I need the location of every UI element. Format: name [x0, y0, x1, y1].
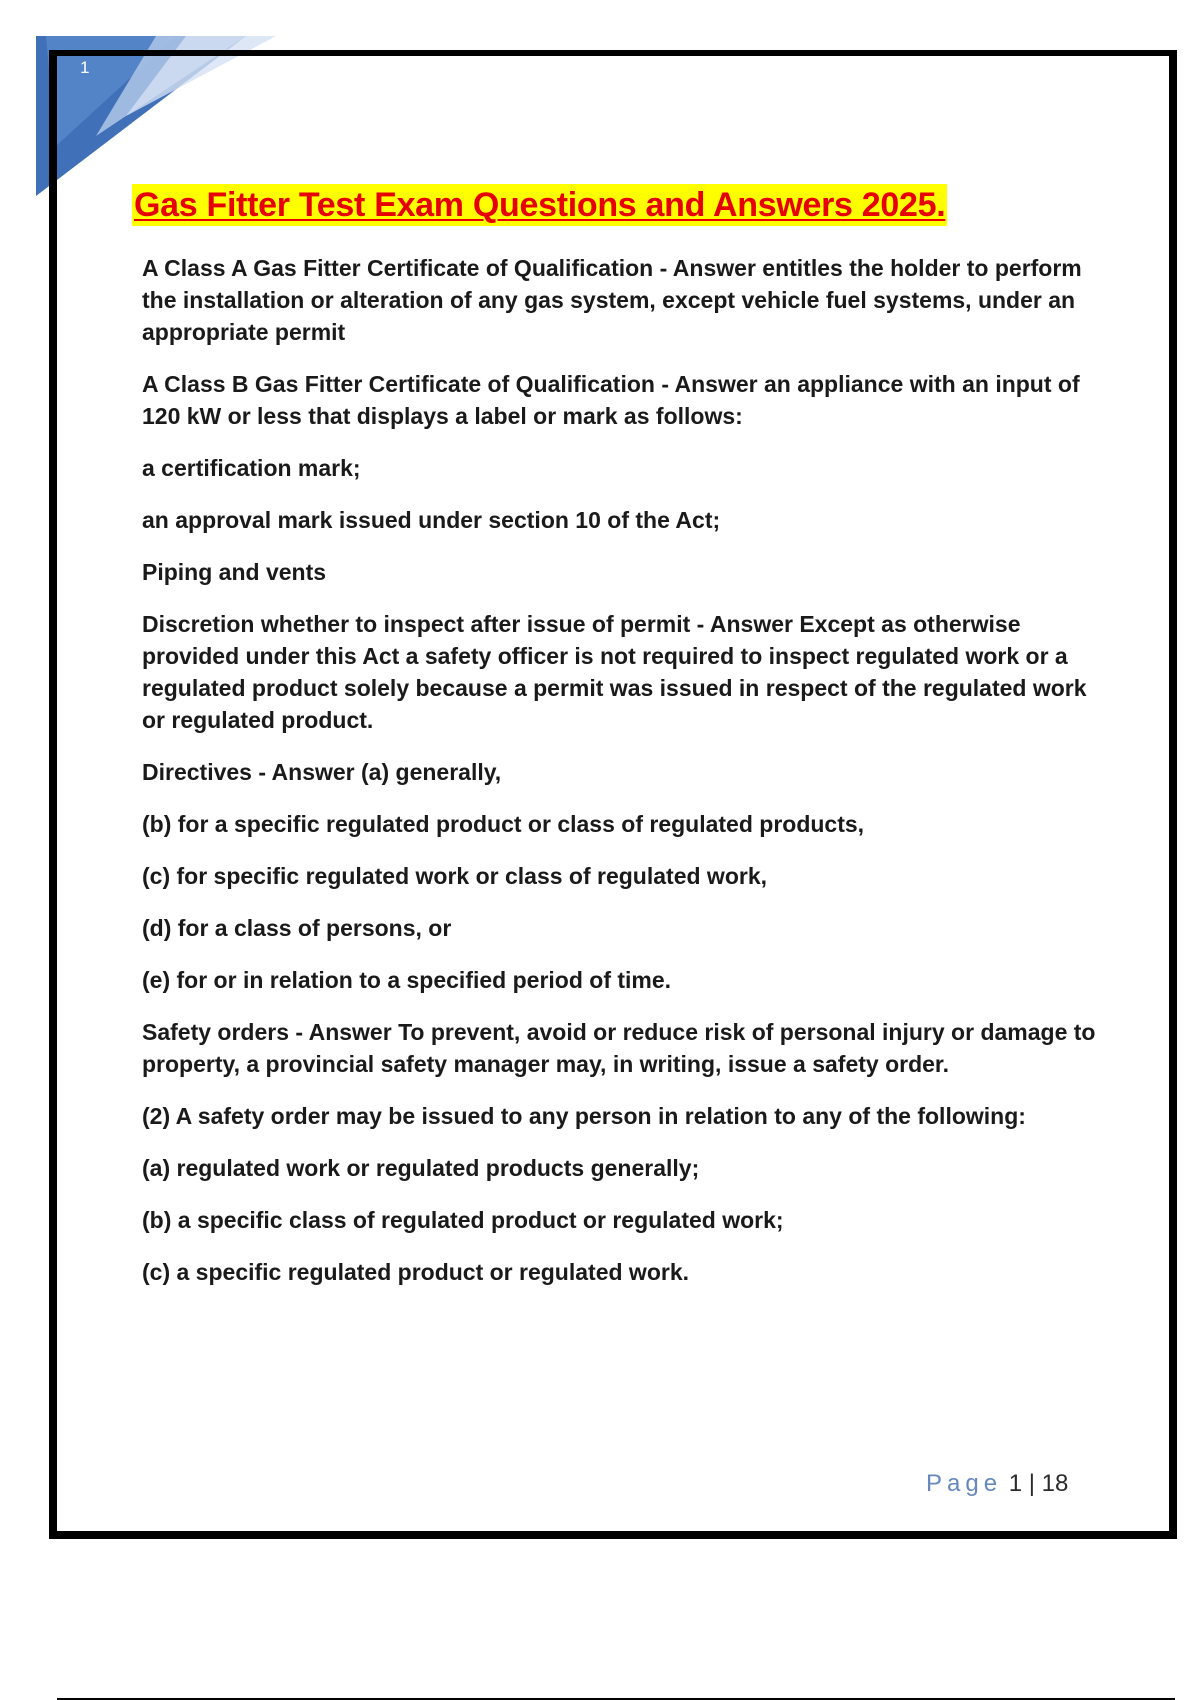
paragraph: Safety orders - Answer To prevent, avoid or reduce risk of personal injury or damage to property, a provincial safety manager may, in writing, issue a safety order.	[142, 1019, 1096, 1077]
paragraph: Piping and vents	[142, 559, 327, 585]
page-footer	[926, 1470, 1068, 1498]
corner-page-number: 1	[80, 58, 90, 77]
paragraph: (c) a specific regulated product or regulated work.	[142, 1259, 690, 1285]
footer-total-pages: 18	[1041, 1470, 1069, 1497]
document-body	[142, 252, 1102, 1308]
document-title: Gas Fitter Test Exam Questions and Answers 2025.	[134, 186, 946, 224]
paragraph: (e) for or in relation to a specified period of time.	[142, 967, 672, 993]
paragraph: an approval mark issued under section 10 of the Act;	[142, 507, 721, 533]
footer-current-page: 1	[1008, 1470, 1023, 1497]
paragraph: (a) regulated work or regulated products generally;	[142, 1155, 700, 1181]
paragraph: (d) for a class of persons, or	[142, 915, 452, 941]
paragraph: A Class A Gas Fitter Certificate of Qualification - Answer entitles the holder to perform the installation or alteration of any gas system, except vehicle fuel systems, under an appropriate permit	[142, 255, 1082, 345]
paragraph: (c) for specific regulated work or class of regulated work,	[142, 863, 767, 889]
paragraph: Directives - Answer (a) generally,	[142, 759, 502, 785]
paragraph: (b) for a specific regulated product or class of regulated products,	[142, 811, 865, 837]
paragraph: (b) a specific class of regulated product or regulated work;	[142, 1207, 784, 1233]
paragraph: Discretion whether to inspect after issue of permit - Answer Except as otherwise provided under this Act a safety officer is not required to inspect regulated work or a regulated product solely because a permit was issued in respect of the regulated work or regulated product.	[142, 611, 1087, 733]
paragraph: A Class B Gas Fitter Certificate of Qualification - Answer an appliance with an input of 120 kW or less that displays a label or mark as follows:	[142, 371, 1080, 429]
footer-separator: |	[1028, 1470, 1035, 1497]
paragraph: (2) A safety order may be issued to any person in relation to any of the following:	[142, 1103, 1026, 1129]
paragraph: a certification mark;	[142, 455, 361, 481]
footer-page-label: Page	[926, 1470, 1003, 1497]
